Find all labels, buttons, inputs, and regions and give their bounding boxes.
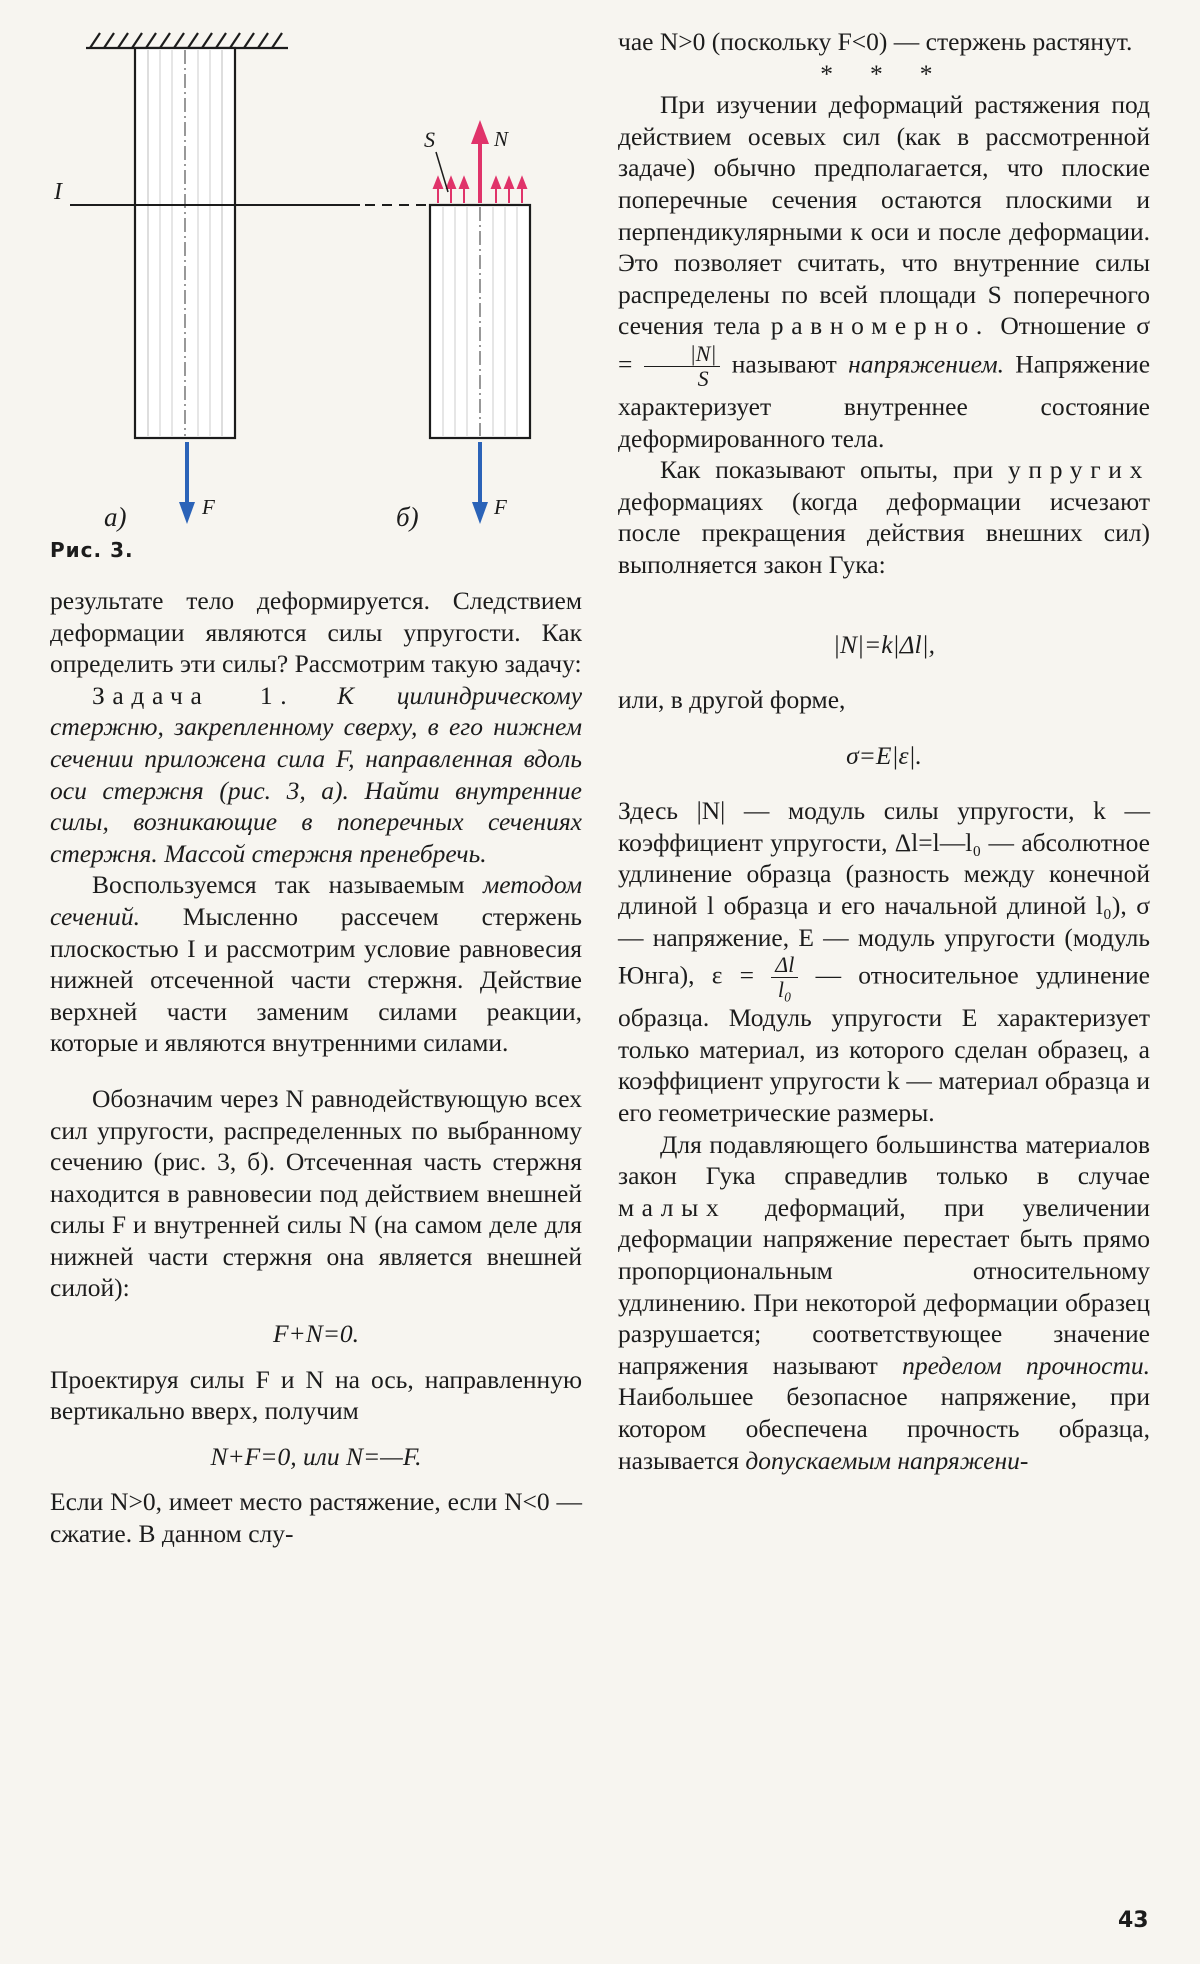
label-F-a: F [202, 495, 215, 519]
force-F-arrow-a [179, 442, 195, 524]
formula-projection: N+F=0, или N=—F. [210, 1441, 422, 1471]
paragraph: или, в другой форме, [618, 685, 846, 715]
force-F-arrow-b [472, 442, 488, 524]
paragraph [50, 869, 582, 1059]
strain-symbol: ε = [711, 960, 755, 990]
paragraph [618, 795, 1150, 1128]
text-span: деформаций, при увеличении деформации напряжение перестает быть прямо пропорциональным относительному удлинению. При некоторой деформации образец разрушается; соответствующее значение напряжения называют [618, 1192, 1151, 1380]
paragraph [618, 454, 1150, 580]
text-span: Воспользуемся так называемым [92, 870, 465, 900]
text-span: называют [731, 349, 837, 379]
text-span: Здесь |N| — модуль силы упругости, k — коэффициент упругости, Δl=l—l₀ — абсолютное удлинение образца (разность между конечной длиной l образца и его начальной длиной l₀), σ — напряжение, E — модуль упругости (модуль Юнга), [618, 796, 1150, 990]
strain-fraction [771, 953, 798, 1002]
rod-a [135, 48, 235, 438]
paragraph [618, 89, 1150, 454]
force-N-arrow [471, 120, 489, 203]
term-stress: напряжением. [848, 349, 1004, 379]
paragraph: Если N>0, имеет место растяжение, если N<0 — сжатие. В данном слу- [50, 1487, 582, 1549]
ceiling-support [86, 33, 288, 48]
fraction-numerator: |N| [644, 342, 721, 367]
spaced-word: малых [618, 1192, 727, 1222]
left-column [50, 585, 582, 1550]
stress-fraction [644, 342, 721, 391]
page-number: 43 [1118, 1908, 1149, 1933]
spaced-word: упругих [1008, 455, 1150, 485]
term-method-of-sections: методом сечений. [50, 870, 582, 931]
task-text: К цилиндрическому стержню, закрепленному сверху, в его нижнем сечении приложена сила F, направленная вдоль оси стержня (рис. 3, а). Найти внутренние силы, возникающие в поперечных сечениях стержня. Массой стержня пренебречь. [50, 680, 583, 868]
label-N: N [494, 127, 509, 151]
text-span: Как показывают опыты, при [660, 455, 994, 485]
fraction-numerator: Δl [771, 953, 798, 978]
task-paragraph [50, 680, 582, 870]
text-span: При изучении деформаций растяжения под действием осевых сил (как в рассмотренной задаче) обычно предполагается, что плоские поперечные сечения остаются плоскими и перпендикулярными к оси и после деформации. Это позволяет считать, что внутренние силы распределены по всей площади S поперечного сечения тела [618, 90, 1150, 341]
fraction-denominator: l₀ [777, 977, 792, 1003]
label-S: S [424, 127, 435, 152]
task-label: Задача 1. [92, 680, 295, 710]
text-span: Мысленно рассечем стержень плоскостью I и рассмотрим условие равновесия нижней отсеченной части стержня. Действие верхней части заменим силами реакции, которые и являются внутренними силами. [50, 901, 582, 1058]
fraction-denominator: S [697, 365, 709, 391]
spaced-word: равномерно. [770, 311, 990, 341]
label-b: б) [396, 502, 419, 532]
text-span: Для подавляющего большинства материалов закон Гука справедлив только в случае [618, 1129, 1150, 1191]
paragraph: Обозначим через N равнодействующую всех сил упругости, распределенных по выбранному сечению (рис. 3, б). Отсеченная часть стержня находится в равновесии под действием внешней силы F и внутренней силы N (на самом деле для нижней части стержня она является внешней силой): [50, 1083, 582, 1303]
figure-3 [0, 0, 600, 535]
section-separator: * * * [820, 58, 948, 88]
text-span: Наибольшее безопасное напряжение, при котором обеспечена прочность образца, называется [618, 1382, 1150, 1475]
label-F-b: F [494, 495, 507, 519]
figure-caption: Рис. 3. [50, 538, 134, 562]
paragraph: чае N>0 (поскольку F<0) — стержень растянут. [618, 27, 1133, 56]
rod-b [430, 205, 530, 438]
term-allowable-stress: допускаемым напряжени- [745, 1445, 1029, 1475]
paragraph: результате тело деформируется. Следствием деформации являются силы упругости. Как определить эти силы? Рассмотрим такую задачу: [50, 586, 582, 679]
text-span: Отношение σ = [618, 311, 1151, 379]
text-span: Напряжение характеризует внутреннее состояние деформированного тела. [618, 349, 1151, 453]
right-column [618, 26, 1150, 1476]
text-span: — относительное удлинение образца. Модуль упругости E характеризует только материал, из которого сделан образец, а коэффициент упругости k — материал образца и его геометрические размеры. [618, 960, 1150, 1128]
formula-hooke-stress: σ=E|ε|. [846, 740, 922, 770]
term-ultimate-strength: пределом прочности. [902, 1350, 1150, 1380]
paragraph [618, 1129, 1150, 1477]
formula-equilibrium: F+N=0. [272, 1319, 360, 1349]
formula-hooke-law: |N|=k|Δl|, [833, 629, 935, 659]
label-plane-I: I [54, 179, 62, 205]
paragraph: Проектируя силы F и N на ось, направленную вертикально вверх, получим [50, 1364, 582, 1426]
label-a: а) [104, 502, 127, 532]
text-span: деформациях (когда деформации исчезают после прекращения действия внешних сил) выполняется закон Гука: [618, 486, 1150, 579]
